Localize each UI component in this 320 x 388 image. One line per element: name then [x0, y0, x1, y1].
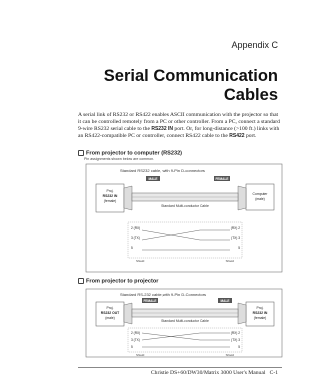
- diagram-2-right-device-line-2: RS232 IN: [252, 311, 268, 315]
- diagram-2-shield-left: Shield: [136, 353, 145, 357]
- diagram-2-left-device-line-3: (male): [105, 316, 115, 320]
- intro-port-rs422: RS422: [229, 133, 245, 140]
- diagram-1-left-pin-3: 5: [131, 246, 133, 250]
- intro-text-1: A serial link of RS232 or RS422 enables ASCII communication with the projector so that it can be controlled remotely from a PC or other controller. From a PC, connect a standard 9-wire RS232 serial cable to the: [78, 112, 280, 133]
- diagram-2-left-plug: [124, 303, 132, 324]
- footer-text: Christie DS+60/DW30/Matrix 3000 User's Manual: [150, 370, 266, 376]
- diagram-2-right-plug: [238, 303, 246, 324]
- appendix-label: Appendix C: [231, 40, 278, 50]
- diagram-2-right-pin-1: (RX) 2: [230, 331, 240, 335]
- page-title-line-2: Cables: [223, 86, 278, 104]
- diagram-1-right-pin-2: (TX) 3: [231, 236, 240, 240]
- diagram-1-right-device-line-2: (male): [255, 197, 265, 201]
- diagram-2-right-connector-label: MALE: [220, 298, 230, 303]
- section-1-heading-text: From projector to computer (RS232): [86, 150, 183, 157]
- diagram-2-left-device-line-2: RS232 OUT: [100, 311, 120, 315]
- diagram-1-left-connector-label: MALE: [148, 176, 158, 181]
- intro-text-3: port.: [244, 133, 257, 140]
- page-number: C-1: [269, 370, 278, 376]
- diagram-2-right-device-line-1: Proj.: [256, 306, 264, 310]
- diagram-2-caption: Standard RS-232 cable,with 9-Pin D-Connectors: [120, 292, 207, 297]
- diagram-1-cable-label: Standard Multi-conductor Cable: [161, 204, 209, 208]
- diagram-2-right-device-line-3: (female): [253, 316, 267, 320]
- diagram-1-left-pin-2: 3 (TX): [131, 236, 140, 240]
- section-1-note: Pin assignments shown below are common.: [84, 157, 155, 161]
- diagram-1-left-device-line-3: (female): [103, 199, 117, 203]
- intro-text-2: port. Or, for long-distance (>100 ft.) links with an RS422-compatible PC or controller, connect RS422 cable to the: [78, 126, 280, 140]
- diagram-2-left-pin-2: 3 (TX): [131, 338, 140, 342]
- diagram-2-left-pin-1: 2 (RX): [131, 331, 141, 335]
- diagram-1-left-device-line-2: RS232 IN: [102, 194, 118, 198]
- section-2-heading-text: From projector to projector: [86, 278, 159, 285]
- intro-port-rs232-in: RS232 IN: [151, 126, 174, 133]
- diagram-1-right-pin-1: (RX) 2: [230, 226, 240, 230]
- diagram-1-shield-right: Shield: [225, 259, 234, 263]
- diagram-1-right-device-line-1: Computer: [252, 192, 268, 196]
- footer-rule: [78, 367, 282, 368]
- diagram-2-left-pin-3: 5: [131, 345, 133, 349]
- diagram-2-left-device-line-1: Proj.: [106, 306, 114, 310]
- diagram-2-shield-right: Shield: [225, 353, 234, 357]
- diagram-1-left-device-line-1: Proj.: [106, 189, 114, 193]
- diagram-2-right-pin-2: (TX) 3: [231, 338, 240, 342]
- page-title-line-1: Serial Communication: [103, 67, 278, 85]
- diagram-1-left-pin-1: 2 (RX): [131, 226, 141, 230]
- page-footer: [151, 370, 278, 376]
- diagram-2-cable-label: Standard Multi-conductor Cable: [161, 319, 209, 323]
- diagram-1-right-pin-3: 5: [238, 246, 240, 250]
- diagram-2-right-pin-3: 5: [238, 345, 240, 349]
- diagram-2-left-connector-label: FEMALE: [143, 298, 157, 303]
- diagram-1-shield-left: Shield: [136, 259, 145, 263]
- diagram-1-right-connector-label: FEMALE: [215, 176, 229, 181]
- diagram-1-caption: Standard RS232 cable, with 9-Pin D-connectors: [120, 168, 205, 173]
